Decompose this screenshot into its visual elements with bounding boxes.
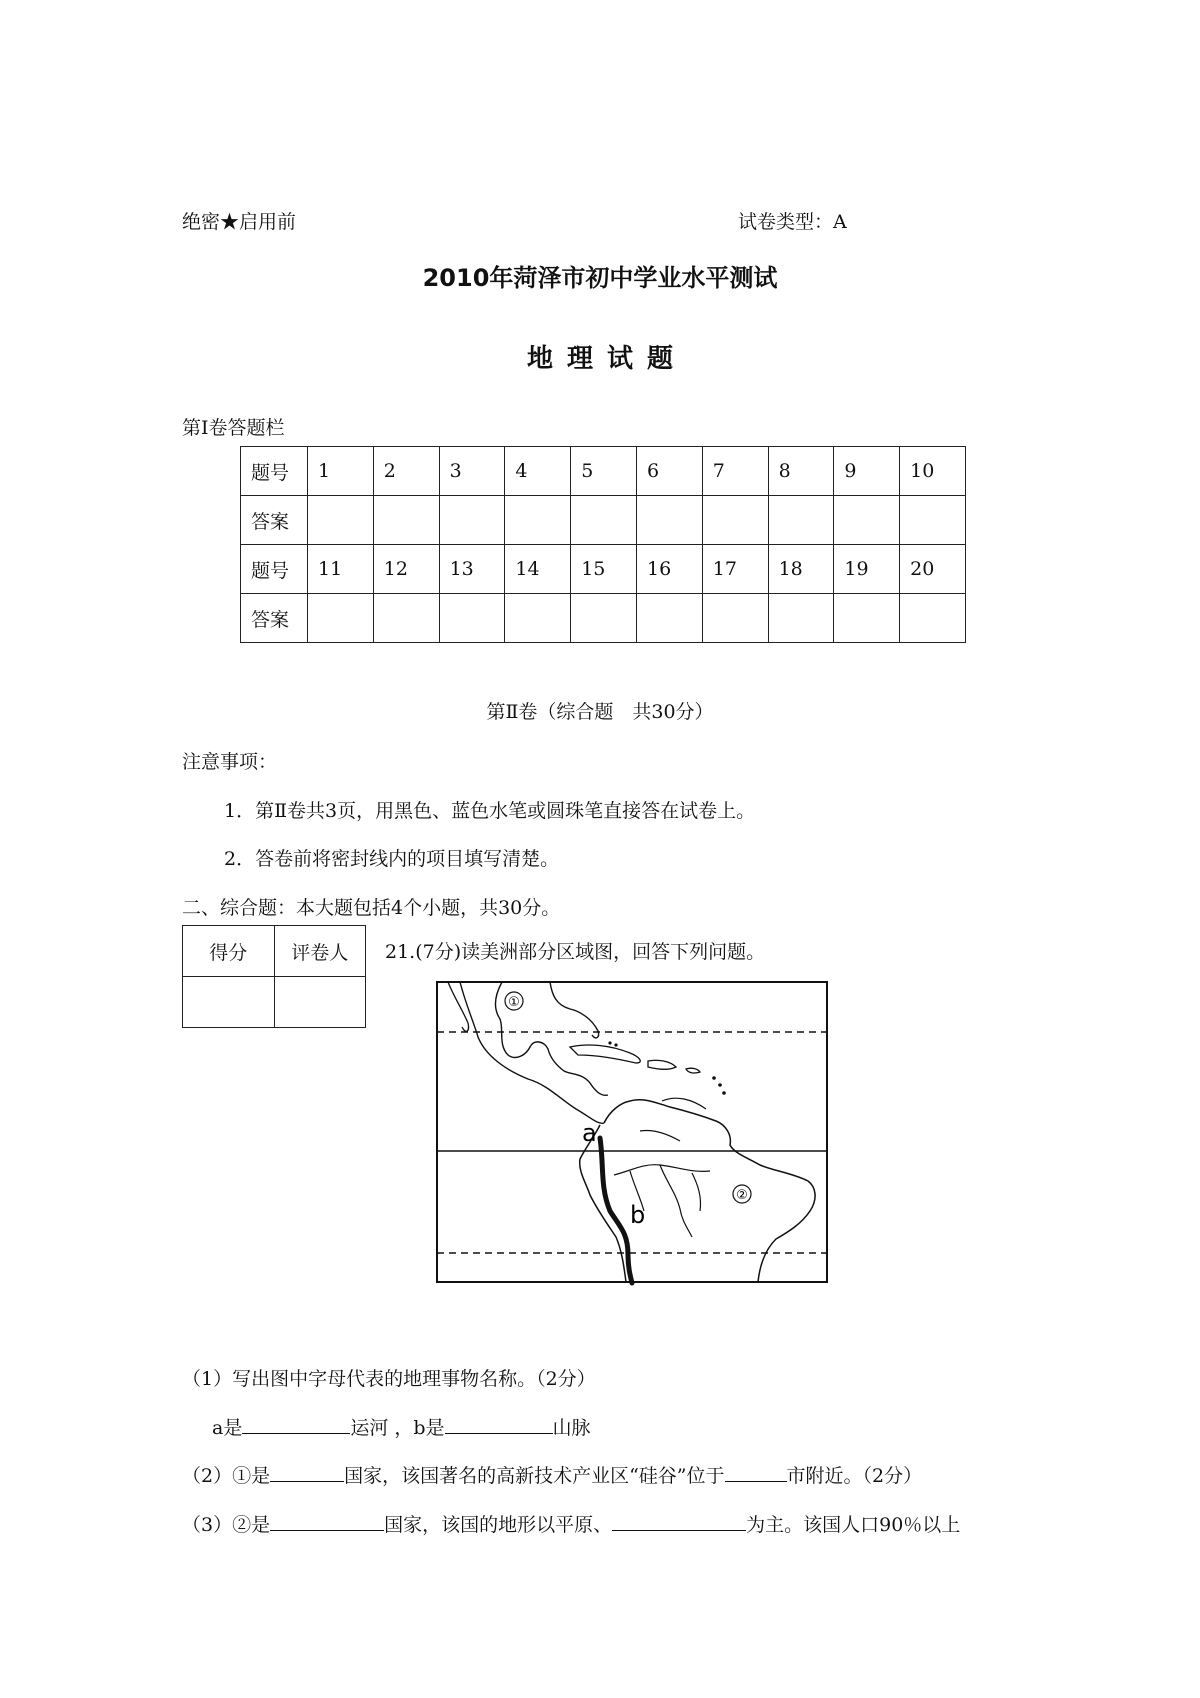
answer-cell[interactable]: [505, 496, 571, 545]
grader-cell[interactable]: [274, 977, 366, 1028]
answer-cell[interactable]: [768, 594, 834, 643]
answer-cell[interactable]: [373, 496, 439, 545]
question-21-sub3: [182, 1510, 960, 1537]
score-cell[interactable]: [183, 977, 275, 1028]
answer-cell[interactable]: [505, 594, 571, 643]
answer-cell[interactable]: [702, 496, 768, 545]
qnum-cell: 6: [636, 447, 702, 496]
question-21-sub1: （1）写出图中字母代表的地理事物名称。（2分）: [182, 1368, 596, 1390]
america-map: [430, 975, 830, 1295]
table-row: [241, 545, 966, 594]
map-label-a: a: [582, 1119, 597, 1147]
qnum-cell: 5: [571, 447, 637, 496]
qnum-cell: 8: [768, 447, 834, 496]
qnum-header: 题号: [241, 545, 308, 594]
sub2-prefix: （2）①是: [182, 1465, 271, 1487]
map-label-b: b: [630, 1201, 646, 1229]
notice-heading: 注意事项：: [182, 751, 278, 773]
answer-cell[interactable]: [308, 496, 374, 545]
b-prefix: b是: [413, 1417, 445, 1439]
qnum-cell: 13: [439, 545, 505, 594]
a-prefix: a是: [212, 1417, 243, 1439]
qnum-cell: 7: [702, 447, 768, 496]
blank-city[interactable]: [725, 1463, 787, 1482]
map-label-2: ②: [736, 1188, 748, 1203]
answer-table: [240, 446, 966, 643]
qnum-cell: 19: [834, 545, 900, 594]
qnum-cell: 9: [834, 447, 900, 496]
table-row: [183, 977, 366, 1028]
island-dot: [614, 1043, 617, 1046]
score-header: 得分: [183, 926, 275, 977]
answer-cell[interactable]: [439, 594, 505, 643]
part2-heading: 二、综合题：本大题包括4个小题，共30分。: [182, 897, 561, 919]
answer-cell[interactable]: [636, 496, 702, 545]
qnum-cell: 16: [636, 545, 702, 594]
qnum-cell: 3: [439, 447, 505, 496]
island-dot: [712, 1076, 716, 1080]
a-suffix: 运河 ，: [350, 1417, 414, 1439]
blank-b[interactable]: [445, 1415, 553, 1434]
blank-a[interactable]: [242, 1415, 350, 1434]
notice-item-2: 2．答卷前将密封线内的项目填写清楚。: [224, 848, 560, 870]
blank-country-2[interactable]: [270, 1512, 384, 1531]
qnum-cell: 4: [505, 447, 571, 496]
answer-header: 答案: [241, 496, 308, 545]
answer-cell[interactable]: [834, 594, 900, 643]
qnum-cell: 11: [308, 545, 374, 594]
sub2-middle: 国家，该国著名的高新技术产业区“硅谷”位于: [344, 1465, 725, 1487]
island-dot: [608, 1041, 611, 1044]
question-21-sub1-line: [212, 1413, 591, 1440]
answer-cell[interactable]: [900, 594, 966, 643]
score-table: [182, 925, 366, 1028]
b-suffix: 山脉: [552, 1417, 591, 1439]
subject-title: 地理试题: [526, 344, 687, 374]
answer-cell[interactable]: [636, 594, 702, 643]
table-row: [241, 496, 966, 545]
answer-cell[interactable]: [834, 496, 900, 545]
question-21-sub2: [182, 1461, 922, 1488]
sub2-suffix: 市附近。（2分）: [786, 1465, 923, 1487]
page-title: 2010年菏泽市初中学业水平测试: [422, 264, 778, 292]
answer-cell[interactable]: [439, 496, 505, 545]
qnum-cell: 15: [571, 545, 637, 594]
section2-title: 第Ⅱ卷（综合题 共30分）: [486, 701, 714, 723]
table-row: [183, 926, 366, 977]
qnum-cell: 20: [900, 545, 966, 594]
island-dot: [722, 1091, 726, 1095]
answer-cell[interactable]: [571, 594, 637, 643]
qnum-cell: 10: [900, 447, 966, 496]
grader-header: 评卷人: [274, 926, 366, 977]
sub3-prefix: （3）②是: [182, 1514, 271, 1536]
qnum-cell: 17: [702, 545, 768, 594]
qnum-cell: 2: [373, 447, 439, 496]
answer-cell[interactable]: [768, 496, 834, 545]
table-row: [241, 447, 966, 496]
answer-cell[interactable]: [900, 496, 966, 545]
map-label-1: ①: [508, 995, 520, 1010]
question-21-stem: 21.(7分)读美洲部分区域图，回答下列问题。: [385, 941, 766, 963]
section1-label: 第Ⅰ卷答题栏: [182, 417, 285, 439]
sub3-suffix: 为主。该国人口90％以上: [746, 1514, 961, 1536]
qnum-header: 题号: [241, 447, 308, 496]
map-frame: [437, 982, 827, 1282]
island-dot: [718, 1083, 722, 1087]
qnum-cell: 1: [308, 447, 374, 496]
qnum-cell: 14: [505, 545, 571, 594]
answer-cell[interactable]: [702, 594, 768, 643]
blank-terrain[interactable]: [612, 1512, 746, 1531]
paper-type: 试卷类型：A: [738, 211, 847, 233]
table-row: [241, 594, 966, 643]
answer-cell[interactable]: [571, 496, 637, 545]
notice-item-1: 1．第Ⅱ卷共3页，用黑色、蓝色水笔或圆珠笔直接答在试卷上。: [224, 800, 756, 822]
sub3-middle: 国家，该国的地形以平原、: [384, 1514, 613, 1536]
qnum-cell: 12: [373, 545, 439, 594]
secret-label: 绝密★启用前: [182, 211, 297, 233]
answer-cell[interactable]: [308, 594, 374, 643]
blank-country-1[interactable]: [270, 1463, 344, 1482]
qnum-cell: 18: [768, 545, 834, 594]
answer-header: 答案: [241, 594, 308, 643]
answer-cell[interactable]: [373, 594, 439, 643]
